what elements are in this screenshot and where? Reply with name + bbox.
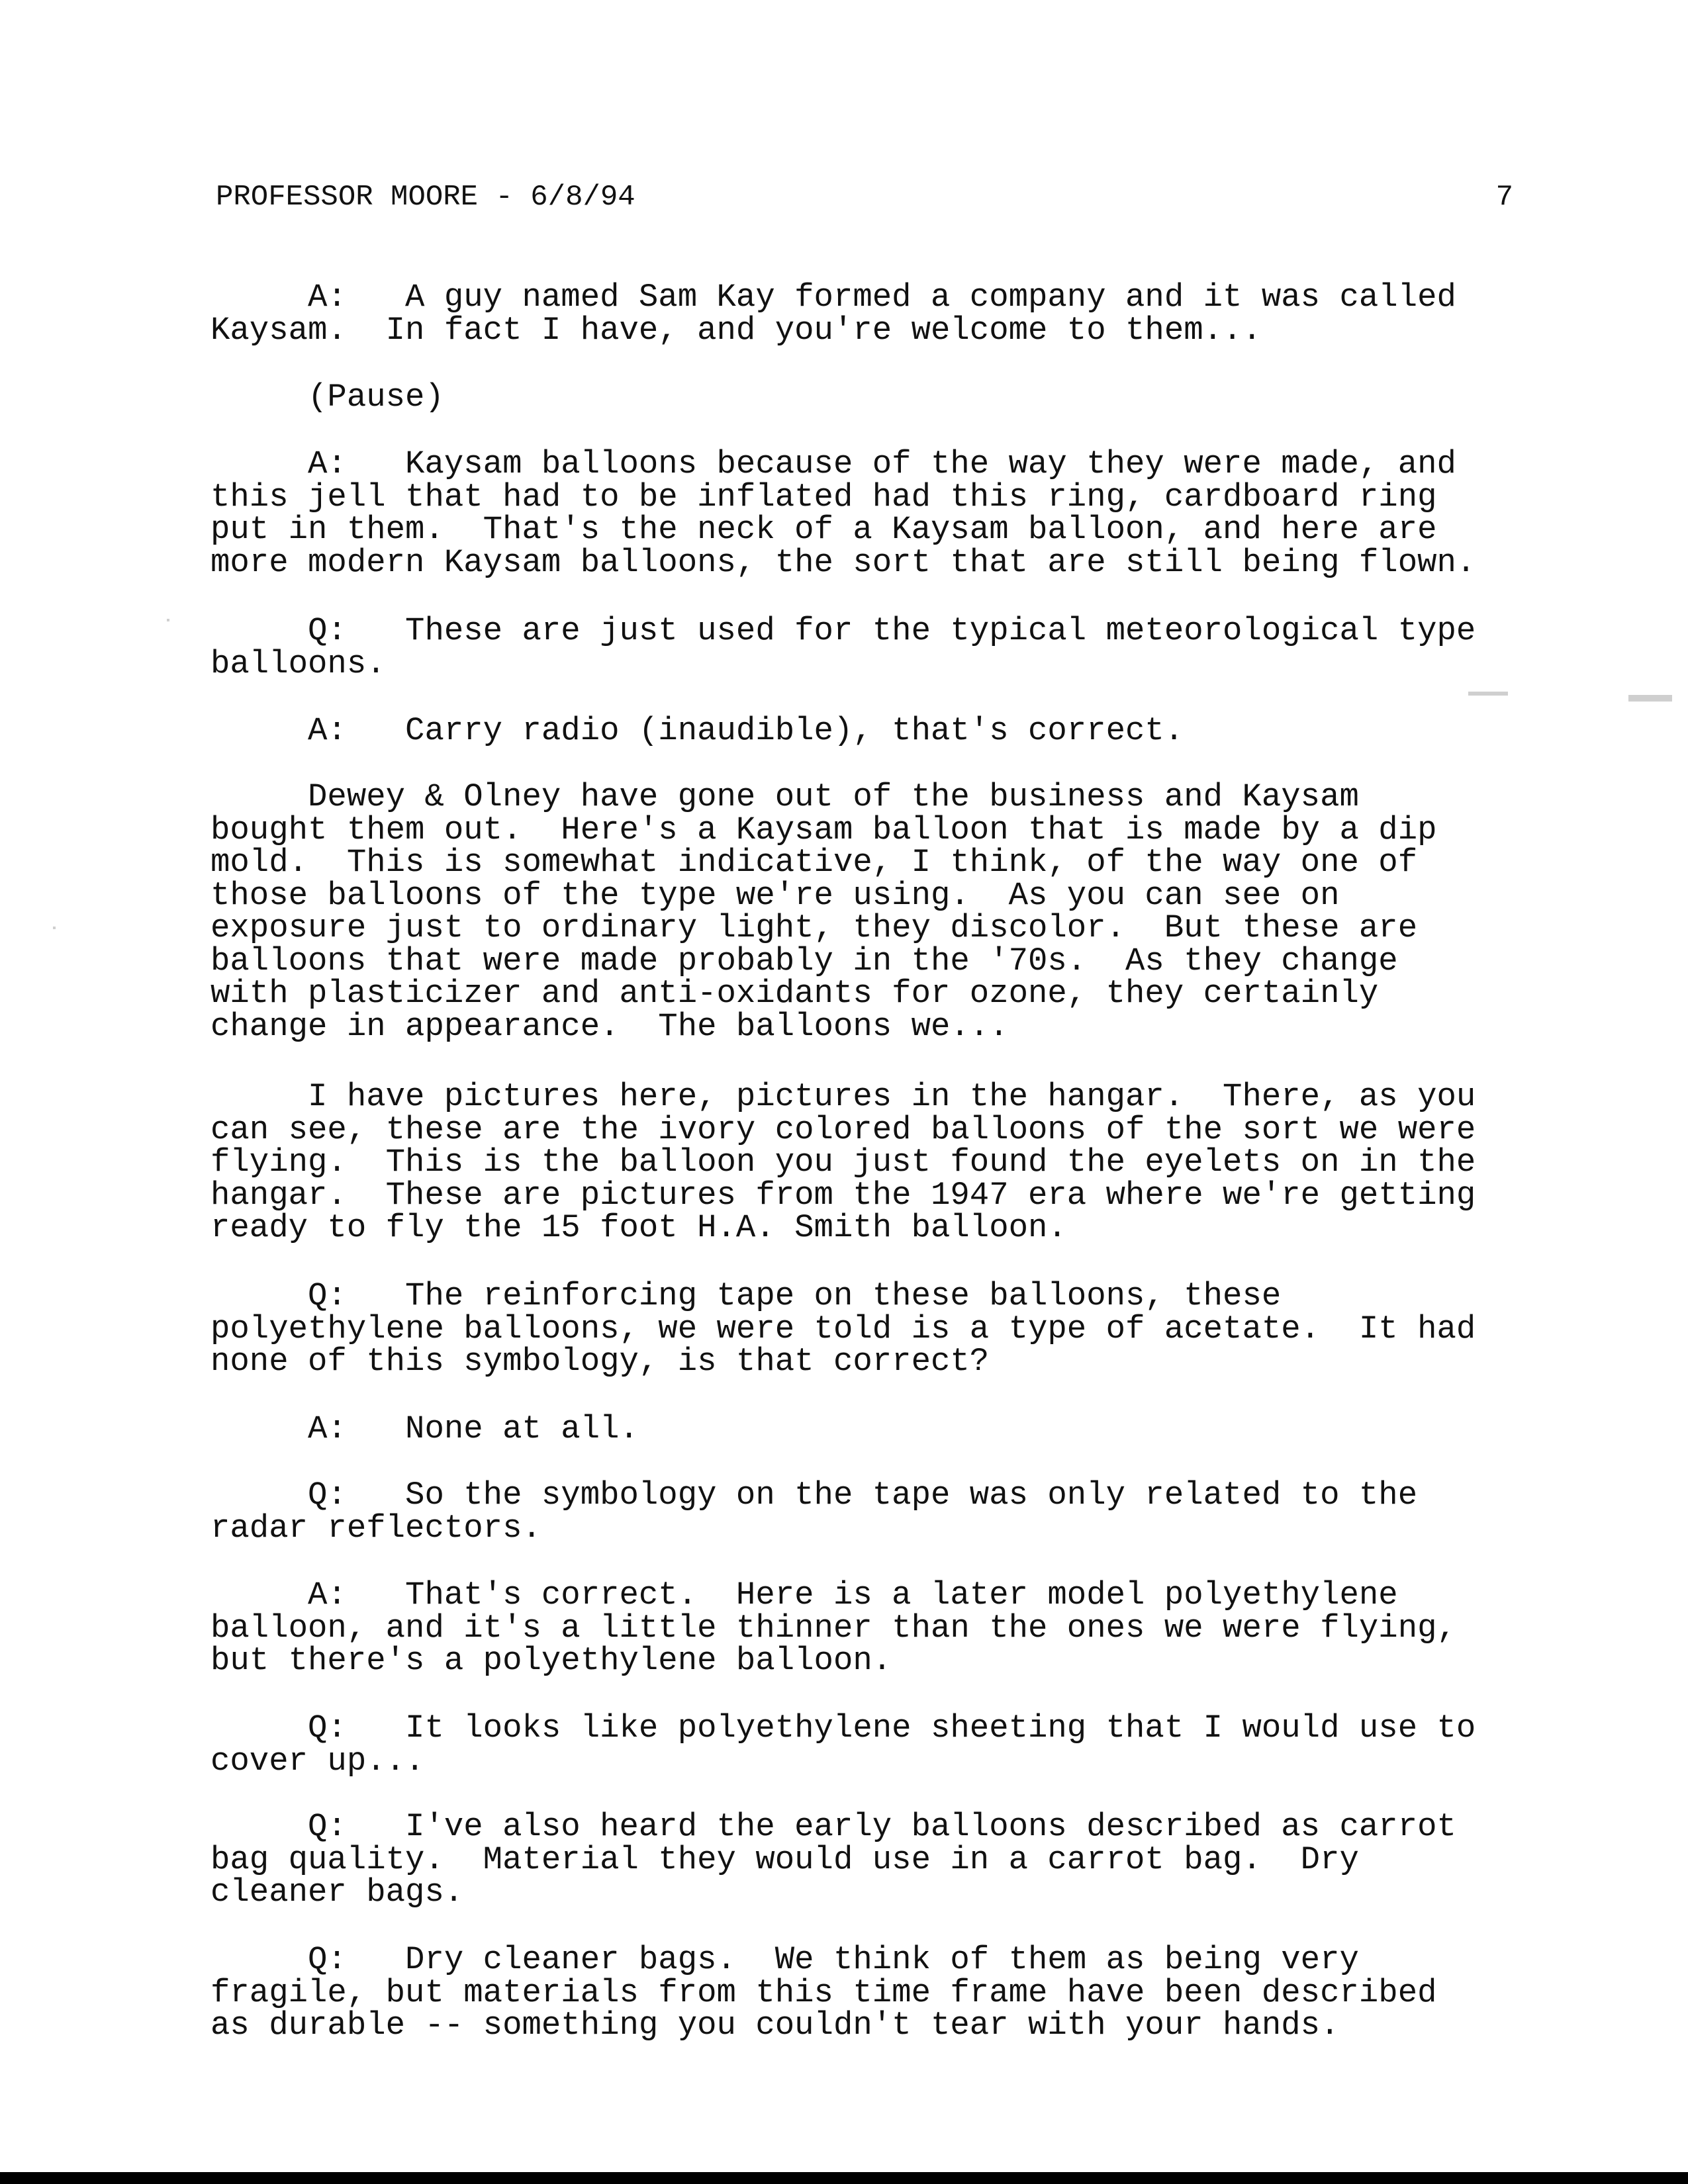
paragraph: Q: The reinforcing tape on these balloons, these polyethylene balloons, we were told is a type of acetate. It had none of this symbology, is that correct? <box>211 1277 1476 1380</box>
paragraph: A: That's correct. Here is a later model polyethylene balloon, and it's a little thinner than the ones we were flying, but there's a polyethylene balloon. <box>211 1576 1456 1679</box>
paragraph: Q: So the symbology on the tape was only related to the radar reflectors. <box>211 1477 1418 1547</box>
page-header <box>216 177 1513 217</box>
scan-speck <box>1468 692 1508 696</box>
paragraph: A: A guy named Sam Kay formed a company and it was called Kaysam. In fact I have, and you're welcome to them... <box>211 279 1456 349</box>
paragraph: I have pictures here, pictures in the hangar. There, as you can see, these are the ivory colored balloons of the sort we were flying. This is the balloon you just found the eyelets on in the hangar. These are pictures from the 1947 era where we're getting ready to fly the 15 foot H.A. Smith balloon. <box>211 1078 1476 1246</box>
scan-speck <box>53 927 56 929</box>
paragraph: Q: It looks like polyethylene sheeting that I would use to cover up... <box>211 1709 1476 1780</box>
paragraph: A: Kaysam balloons because of the way they were made, and this jell that had to be inflated had this ring, cardboard ring put in them. That's the neck of a Kaysam balloon, and here are more modern Kaysam balloons, the sort that are still being flown. <box>211 445 1476 581</box>
paragraph: Q: I've also heard the early balloons described as carrot bag quality. Material they would use in a carrot bag. Dry cleaner bags. <box>211 1808 1456 1911</box>
paragraph: Dewey & Olney have gone out of the business and Kaysam bought them out. Here's a Kaysam balloon that is made by a dip mold. This is somewhat indicative, I think, of the way one of those balloons of the type we're using. As you can see on exposure just to ordinary light, they discolor. But these are balloons that were made probably in the '70s. As they change with plasticizer and anti-oxidants for ozone, they certainly change in appearance. The balloons we... <box>211 778 1437 1045</box>
scan-speck <box>167 619 169 621</box>
paragraph: (Pause) <box>211 379 444 416</box>
page-number: 7 <box>1495 181 1513 214</box>
scan-speck <box>1628 695 1672 702</box>
scan-bottom-border <box>0 2172 1688 2184</box>
paragraph: Q: These are just used for the typical meteorological type balloons. <box>211 612 1476 682</box>
header-title: PROFESSOR MOORE - 6/8/94 <box>216 181 635 214</box>
paragraph: Q: Dry cleaner bags. We think of them as being very fragile, but materials from this time frame have been described as durable -- something you couldn't tear with your hands. <box>211 1941 1437 2044</box>
paragraph: A: Carry radio (inaudible), that's correct. <box>211 712 1184 749</box>
paragraph: A: None at all. <box>211 1410 639 1447</box>
